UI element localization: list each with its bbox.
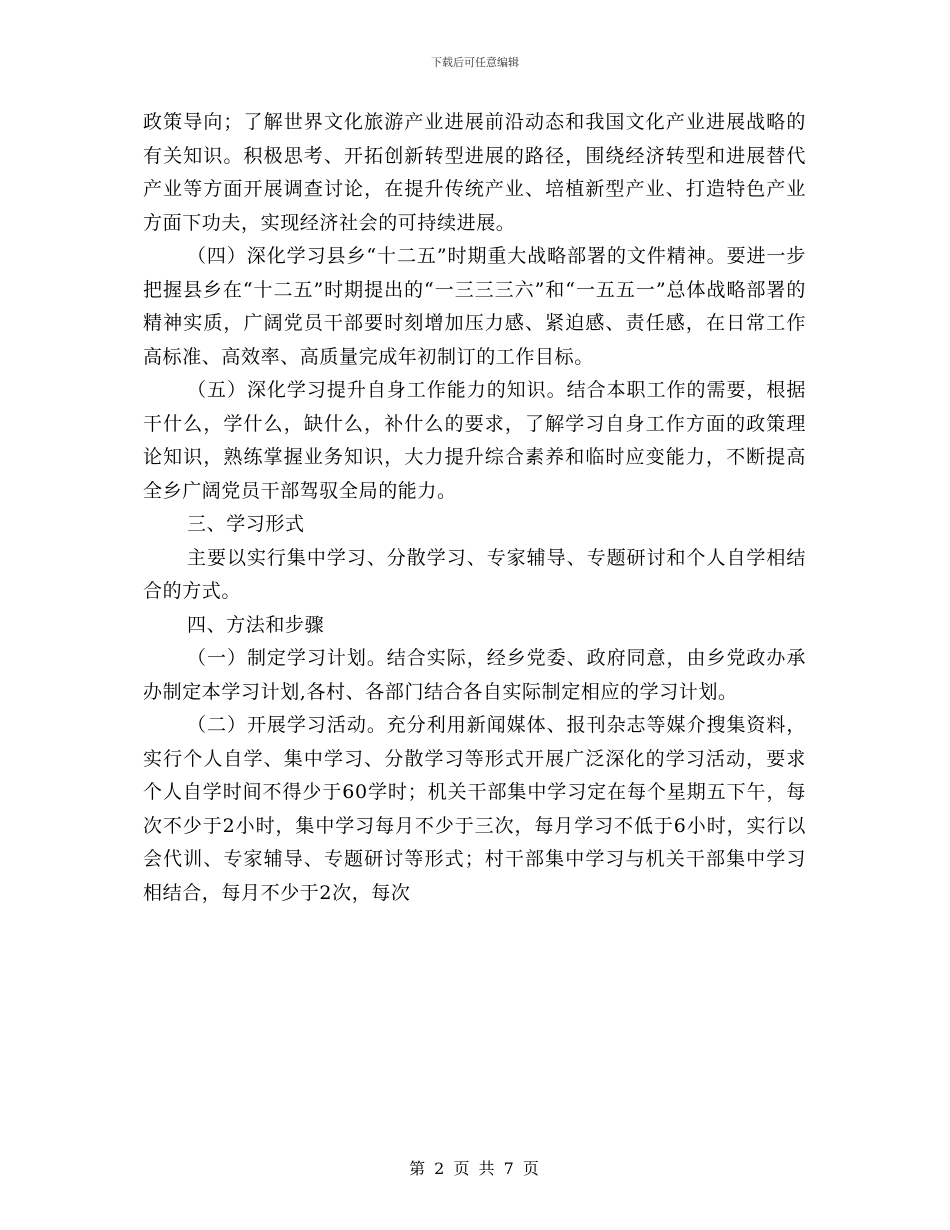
page-header: 下载后可任意编辑	[431, 56, 519, 69]
paragraph-section-5: （五）深化学习提升自身工作能力的知识。结合本职工作的需要，根据干什么，学什么，缺什么，补什么的要求，了解学习自身工作方面的政策理论知识，熟练掌握业务知识，大力提升综合素养和临时应变能力，不断提高全乡广阔党员干部驾驭全局的能力。	[143, 379, 806, 502]
heading-methods-steps: 四、方法和步骤	[187, 613, 325, 636]
paragraph-step-2: （二）开展学习活动。充分利用新闻媒体、报刊杂志等媒介搜集资料，实行个人自学、集中学习、分散学习等形式开展广泛深化的学习活动，要求个人自学时间不得少于60学时；机关干部集中学习定在每个星期五下午，每次不少于2小时，集中学习每月不少于三次，每月学习不低于6小时，实行以会代训、专家辅导、专题研讨等形式；村干部集中学习与机关干部集中学习相结合，每月不少于2次，每次	[143, 714, 806, 904]
paragraph-section-4: （四）深化学习县乡“十二五”时期重大战略部署的文件精神。要进一步把握县乡在“十二五”时期提出的“一三三三六”和“一五五一”总体战略部署的精神实质，广阔党员干部要时刻增加压力感、紧迫感、责任感，在日常工作高标准、高效率、高质量完成年初制订的工作目标。	[143, 245, 806, 368]
page-number-footer: 第 2 页 共 7 页	[409, 1159, 541, 1178]
heading-learning-format: 三、学习形式	[187, 513, 305, 535]
document-body	[143, 106, 806, 910]
paragraph-policy-guidance: 政策导向；了解世界文化旅游产业进展前沿动态和我国文化产业进展战略的有关知识。积极思考、开拓创新转型进展的路径，围绕经济转型和进展替代产业等方面开展调查讨论，在提升传统产业、培植新型产业、打造特色产业方面下功夫，实现经济社会的可持续进展。	[143, 111, 806, 234]
paragraph-learning-format: 主要以实行集中学习、分散学习、专家辅导、专题研讨和个人自学相结合的方式。	[143, 546, 806, 602]
paragraph-step-1: （一）制定学习计划。结合实际，经乡党委、政府同意，由乡党政办承办制定本学习计划,各村、各部门结合各自实际制定相应的学习计划。	[143, 647, 806, 703]
